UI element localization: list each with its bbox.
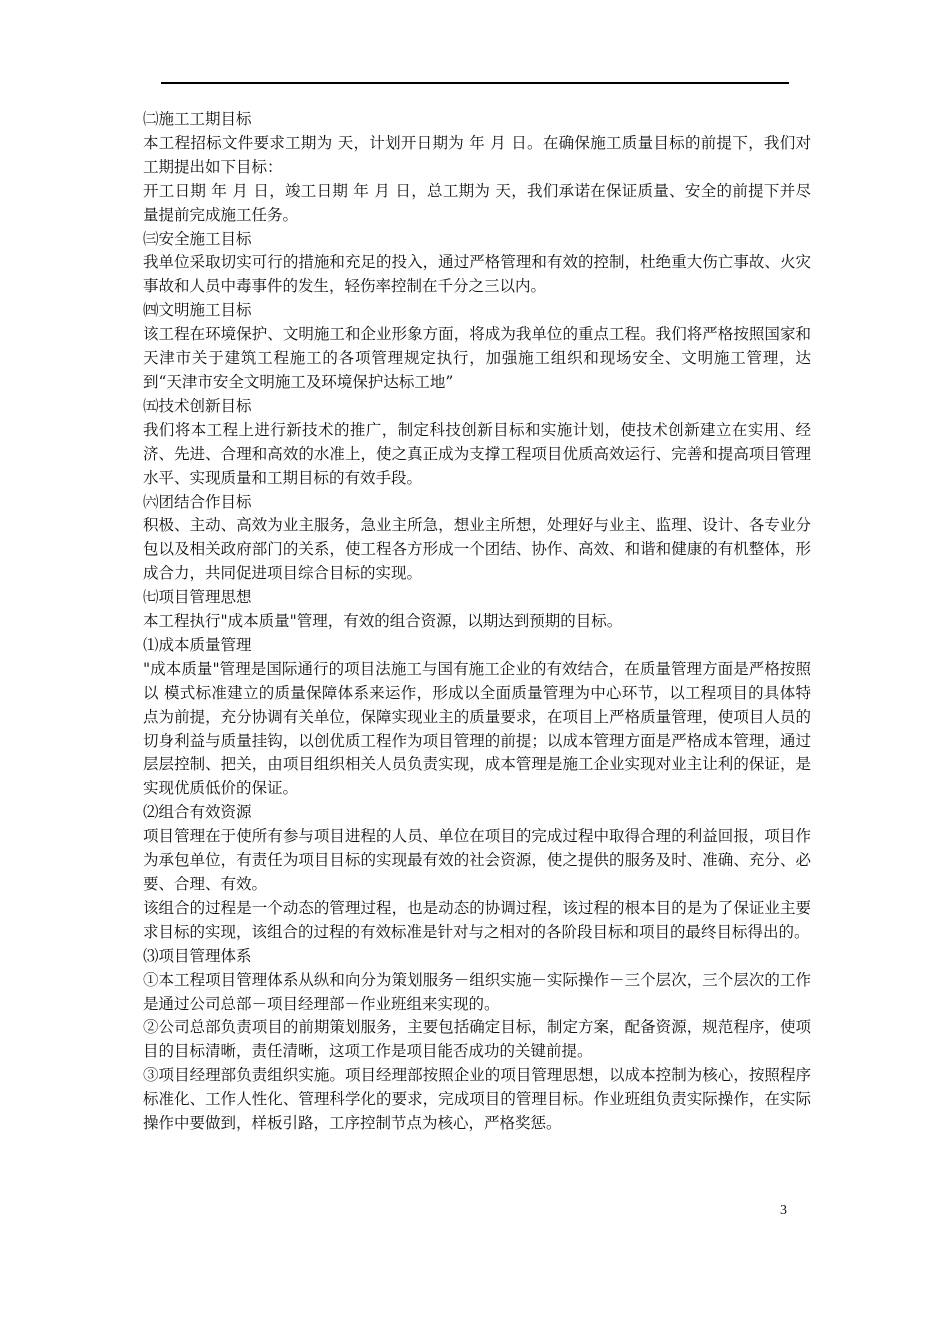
section-heading-schedule: ㈡施工工期目标 bbox=[143, 110, 252, 128]
body-text bbox=[143, 108, 811, 1136]
paragraph: 项目管理在于使所有参与项目进程的人员、单位在项目的完成过程中取得合理的利益回报，项目作为承包单位，有责任为项目目标的实现最有效的社会资源，使之提供的服务及时、准确、充分、必要、合理、有效。 bbox=[143, 827, 811, 893]
subheading-cost-quality: ⑴成本质量管理 bbox=[143, 635, 252, 654]
header-rule bbox=[161, 82, 789, 84]
paragraph: 该组合的过程是一个动态的管理过程，也是动态的协调过程，该过程的根本目的是为了保证业主要求目标的实现，该组合的过程的有效标准是针对与之相对的各阶段目标和项目的最终目标得出的。 bbox=[143, 898, 811, 941]
paragraph: 本工程招标文件要求工期为 天，计划开日期为 年 月 日。在确保施工质量目标的前提下，我们对工期提出如下目标： bbox=[143, 133, 811, 176]
list-item: ②公司总部负责项目的前期策划服务，主要包括确定目标，制定方案，配备资源，规范程序，使项目的目标清晰，责任清晰，这项工作是项目能否成功的关键前提。 bbox=[143, 1018, 811, 1061]
section-heading-management-idea: ㈦项目管理思想 bbox=[143, 588, 252, 607]
paragraph: 我单位采取切实可行的措施和充足的投入，通过严格管理和有效的控制，杜绝重大伤亡事故、火灾事故和人员中毒事件的发生，轻伤率控制在千分之三以内。 bbox=[143, 253, 811, 296]
paragraph: 积极、主动、高效为业主服务，急业主所急，想业主所想，处理好与业主、监理、设计、各专业分包以及相关政府部门的关系，使工程各方形成一个团结、协作、高效、和谐和健康的有机整体，形成合力，共同促进项目综合目标的实现。 bbox=[143, 516, 811, 583]
paragraph: 开工日期 年 月 日，竣工日期 年 月 日，总工期为 天，我们承诺在保证质量、安全的前提下并尽量提前完成施工任务。 bbox=[143, 181, 811, 224]
paragraph: 该工程在环境保护、文明施工和企业形象方面，将成为我单位的重点工程。我们将严格按照国家和天津市关于建筑工程施工的各项管理规定执行，加强施工组织和现场安全、文明施工管理，达到“天津市安全文明施工及环境保护达标工地” bbox=[143, 325, 811, 391]
paragraph: 我们将本工程上进行新技术的推广，制定科技创新目标和实施计划，使技术创新建立在实用、经济、先进、合理和高效的水准上，使之真正成为支撑工程项目优质高效运行、完善和提高项目管理水平、实现质量和工期目标的有效手段。 bbox=[143, 420, 811, 487]
list-item: ③项目经理部负责组织实施。项目经理部按照企业的项目管理思想，以成本控制为核心，按照程序标准化、工作人性化、管理科学化的要求，完成项目的管理目标。作业班组负责实际操作，在实际操作中要做到，样板引路，工序控制节点为核心，严格奖惩。 bbox=[143, 1066, 811, 1133]
section-heading-innovation: ㈤技术创新目标 bbox=[143, 396, 252, 415]
section-heading-civilized: ㈣文明施工目标 bbox=[143, 301, 252, 320]
section-heading-cooperation: ㈥团结合作目标 bbox=[143, 492, 252, 511]
page-number: 3 bbox=[780, 1203, 787, 1218]
paragraph: 本工程执行"成本质量"管理，有效的组合资源，以期达到预期的目标。 bbox=[143, 612, 623, 631]
subheading-resources: ⑵组合有效资源 bbox=[143, 803, 252, 822]
paragraph: "成本质量"管理是国际通行的项目法施工与国有施工企业的有效结合，在质量管理方面是严格按照以 模式标准建立的质量保障体系来运作，形成以全面质量管理为中心环节，以工程项目的具体特点为前提，充分协调有关单位，保障实现业主的质量要求，在项目上严格质量管理，使项目人员的切身利益与质量挂钩，以创优质工程作为项目管理的前提；以成本管理方面是严格成本管理，通过层层控制、把关，由项目组织相关人员负责实现，成本管理是施工企业实现对业主让利的保证，是实现优质低价的保证。 bbox=[143, 659, 811, 798]
list-item: ①本工程项目管理体系从纵和向分为策划服务－组织实施－实际操作－三个层次，三个层次的工作是通过公司总部－项目经理部－作业班组来实现的。 bbox=[143, 970, 811, 1013]
section-heading-safety: ㈢安全施工目标 bbox=[143, 229, 252, 248]
subheading-system: ⑶项目管理体系 bbox=[143, 946, 252, 965]
